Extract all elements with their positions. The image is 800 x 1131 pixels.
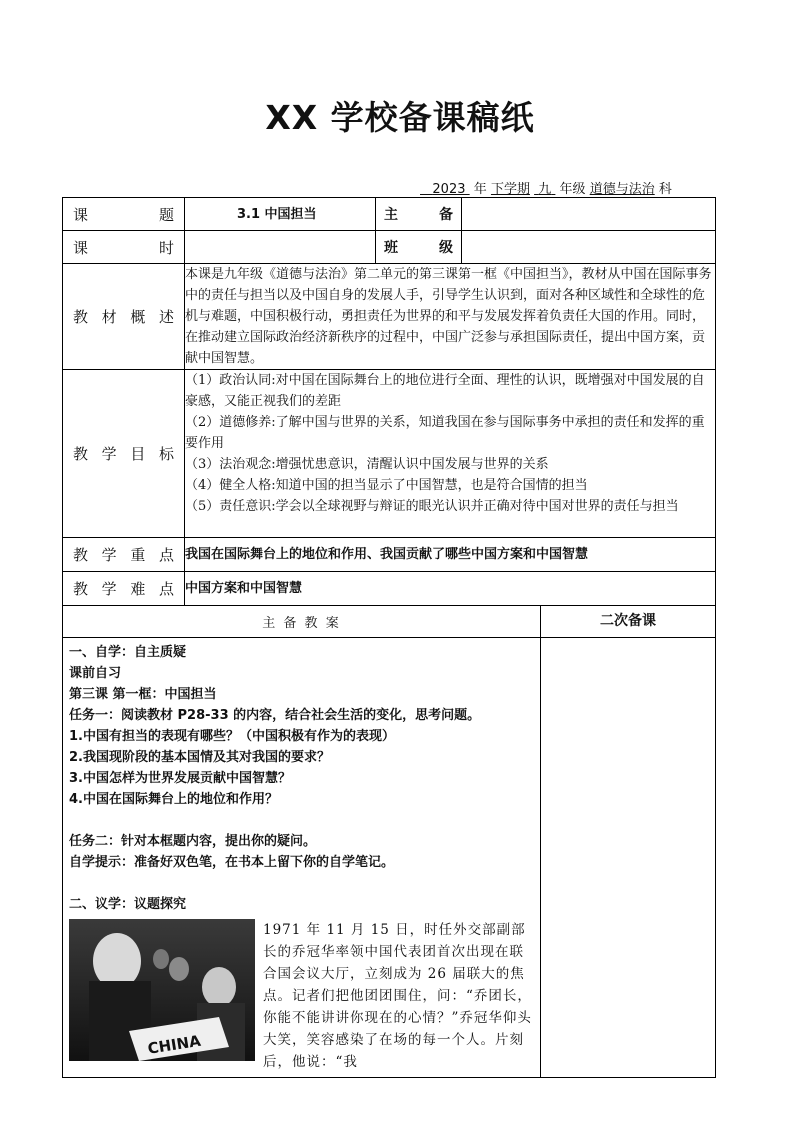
- objective-item: （2）道德修养:了解中国与世界的关系，知道我国在参与国际事务中承担的责任和发挥的重要作用: [185, 415, 705, 451]
- row-plan-headers: [63, 606, 716, 638]
- row-objectives: [63, 370, 716, 538]
- plan-line: 2.我国现阶段的基本国情及其对我国的要求？: [69, 750, 330, 765]
- plan-line: 任务二：针对本框题内容，提出你的疑问。: [69, 834, 317, 849]
- objective-item: （1）政治认同:对中国在国际舞台上的地位进行全面、理性的认识，既增强对中国发展的自豪感，又能正视我们的差距: [185, 373, 705, 409]
- plan-line: 第三课 第一框：中国担当: [69, 687, 217, 702]
- row-difficulty: [63, 572, 716, 606]
- plan-line: 自学提示：准备好双色笔，在书本上留下你的自学笔记。: [69, 855, 395, 870]
- story-text: 1971 年 11 月 15 日，时任外交部副部长的乔冠华率领中国代表团首次出现在联合国会议大厅，立刻成为 26 届联大的焦点。记者们把他团团围住，问：“乔团长，你能不能讲讲你现在的心情？”乔冠华仰头大笑，笑容感染了在场的每一个人。片刻后，他说：“我: [263, 922, 532, 1070]
- row-overview: [63, 264, 716, 370]
- row-period: [63, 231, 716, 264]
- story-block: [69, 919, 534, 1073]
- objectives-list: [185, 370, 716, 538]
- china-sign: CHINA: [146, 1031, 202, 1058]
- historical-photo: [69, 919, 255, 1061]
- row-plan-body: [63, 638, 716, 1078]
- topic-value: 3.1 中国担当: [185, 198, 376, 231]
- class-label: 班 级: [376, 231, 462, 264]
- period-value: [185, 231, 376, 264]
- main-prep-value: [462, 198, 716, 231]
- second-prep-body: [541, 638, 716, 1078]
- plan-line: 任务一：阅读教材 P28-33 的内容，结合社会生活的变化，思考问题。: [69, 708, 481, 723]
- overview-label: 教 材 概 述: [63, 264, 185, 370]
- row-key-points: [63, 538, 716, 572]
- plan-line: 二、议学：议题探究: [69, 897, 187, 912]
- grade: 九: [538, 182, 552, 197]
- period-label: 课 时: [63, 231, 185, 264]
- difficulty-text: 中国方案和中国智慧: [185, 572, 716, 606]
- objective-item: （5）责任意识:学会以全球视野与辩证的眼光认识并正确对待中国对世界的责任与担当: [185, 499, 679, 514]
- objectives-label: 教 学 目 标: [63, 370, 185, 538]
- term: 下学期: [490, 182, 530, 197]
- year-suffix: 年: [473, 182, 487, 197]
- key-text: 我国在国际舞台上的地位和作用、我国贡献了哪些中国方案和中国智慧: [185, 538, 716, 572]
- difficulty-label: 教 学 难 点: [63, 572, 185, 606]
- key-label: 教 学 重 点: [63, 538, 185, 572]
- plan-line: 课前自习: [69, 666, 122, 681]
- plan-line: 1.中国有担当的表现有哪些？（中国积极有作为的表现）: [69, 729, 395, 744]
- topic-label: 课 题: [63, 198, 185, 231]
- plan-body: [63, 638, 541, 1078]
- second-prep-header: 二次备课: [541, 606, 716, 638]
- lesson-plan-table: [62, 197, 716, 1078]
- overview-text: 本课是九年级《道德与法治》第二单元的第三课第一框《中国担当》，教材从中国在国际事务中的责任与担当以及中国自身的发展人手，引导学生认识到，面对各种区域性和全球性的危机与难题，中国积极行动，勇担责任为世界的和平与发展发挥着负责任大国的作用。同时，在推动建立国际政治经济新秩序的过程中，中国广泛参与承担国际责任，提出中国方案，贡献中国智慧。: [185, 264, 716, 370]
- plan-header: 主 备 教 案: [63, 606, 541, 638]
- plan-line: 4.中国在国际舞台上的地位和作用？: [69, 792, 278, 807]
- header-meta: [420, 178, 700, 197]
- main-prep-label: 主 备: [376, 198, 462, 231]
- plan-line: 一、自学：自主质疑: [69, 645, 187, 660]
- page-title: XX 学校备课稿纸: [265, 98, 535, 137]
- row-topic: [63, 198, 716, 231]
- objective-item: （4）健全人格:知道中国的担当显示了中国智慧，也是符合国情的担当: [185, 478, 588, 493]
- objective-item: （3）法治观念:增强忧患意识，清醒认识中国发展与世界的关系: [185, 457, 549, 472]
- year: 2023: [432, 182, 466, 197]
- grade-suffix: 年级: [559, 182, 586, 197]
- plan-line: 3.中国怎样为世界发展贡献中国智慧？: [69, 771, 291, 786]
- subject-suffix: 科: [658, 182, 672, 197]
- class-value: [462, 231, 716, 264]
- subject: 道德与法治: [589, 182, 655, 197]
- photo-illustration: [69, 919, 255, 1061]
